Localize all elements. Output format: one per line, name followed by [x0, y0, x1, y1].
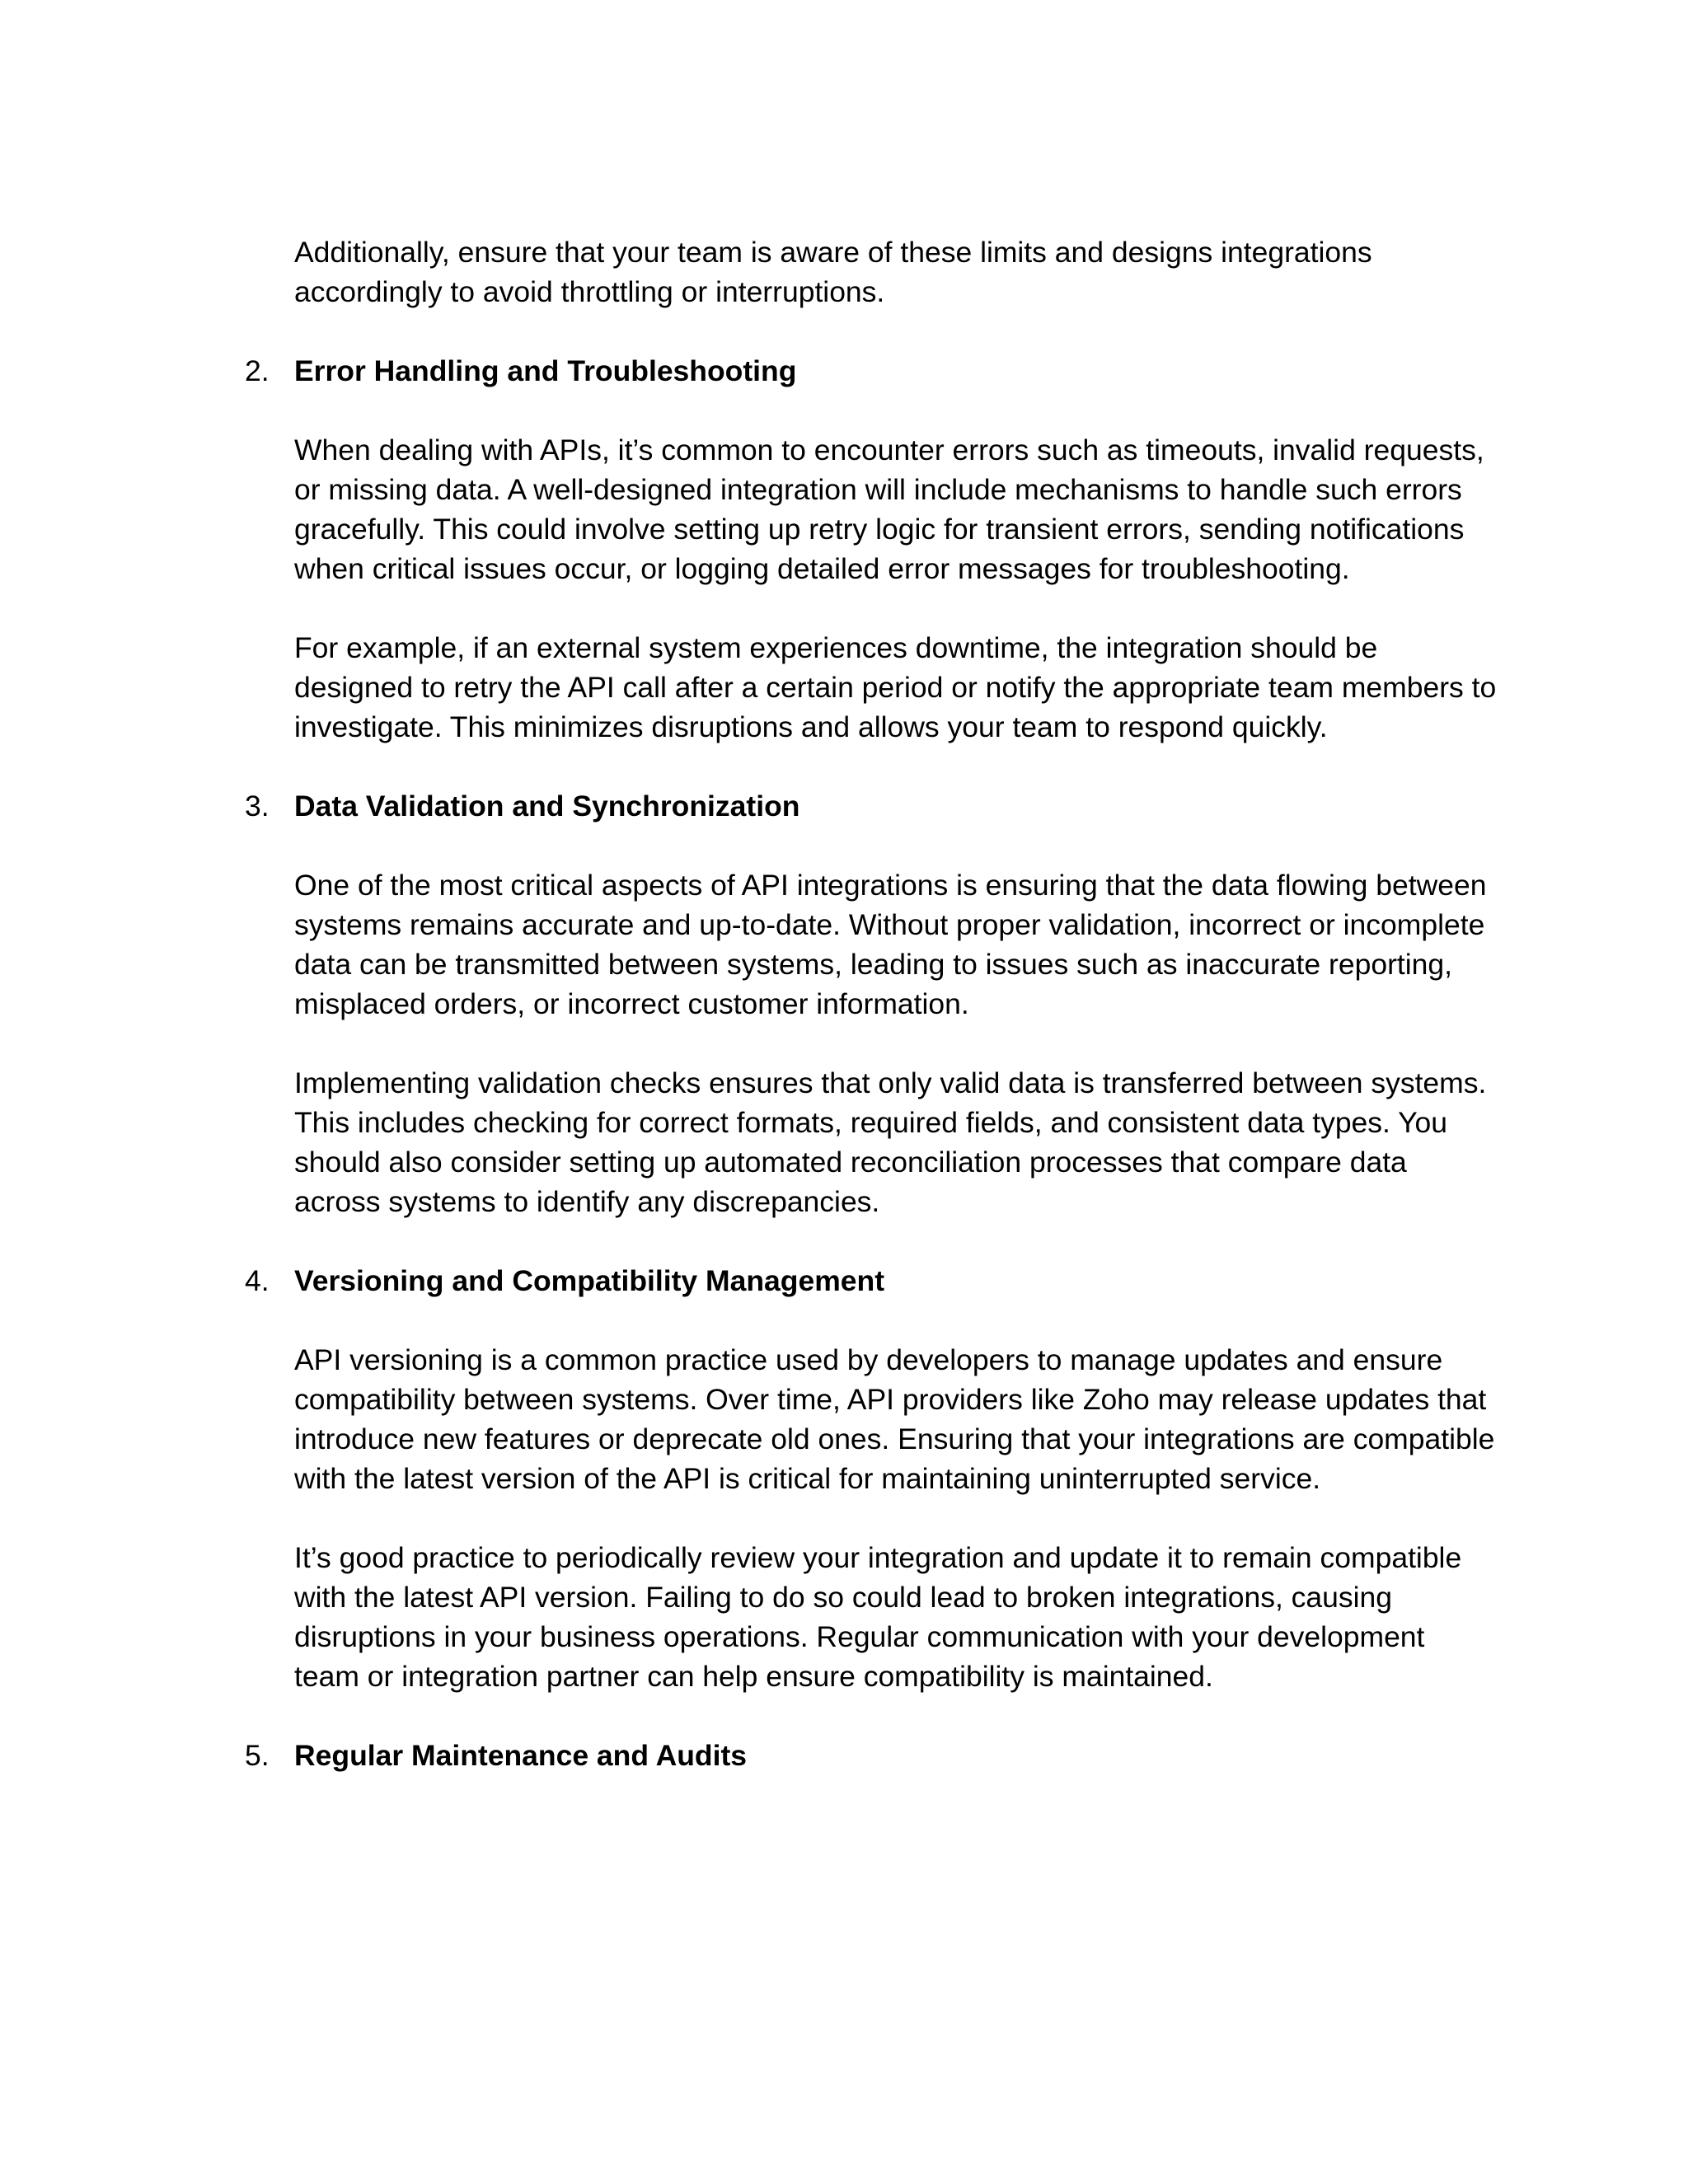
intro-paragraph: Additionally, ensure that your team is aware of these limits and designs integrations accordingly to avoid throttling or interruptions.	[294, 236, 1372, 308]
section-paragraph: For example, if an external system experiences downtime, the integration should be designed to retry the API call after a certain period or notify the appropriate team members to investigate. This minimizes disruptions and allows your team to respond quickly.	[294, 631, 1497, 743]
section-title: Data Validation and Synchronization	[294, 790, 800, 823]
list-number: 2.	[245, 354, 270, 387]
section-heading-data-validation	[245, 786, 1498, 826]
section-paragraph: One of the most critical aspects of API integrations is ensuring that the data flowing between systems remains accurate and up-to-date. Without proper validation, incorrect or incomplete data can be transmitted between systems, leading to issues such as inaccurate reporting, misplaced orders, or incorrect customer information.	[294, 869, 1487, 1020]
section-heading-versioning	[245, 1261, 1498, 1301]
list-number: 4.	[245, 1264, 270, 1297]
section-title: Error Handling and Troubleshooting	[294, 354, 797, 387]
section-paragraph: Implementing validation checks ensures that only valid data is transferred between systems. This includes checking for correct formats, required fields, and consistent data types. You should also consider setting up automated reconciliation processes that compare data across systems to identify any discrepancies.	[294, 1066, 1487, 1218]
list-number: 5.	[245, 1739, 270, 1772]
section-title: Versioning and Compatibility Management	[294, 1264, 885, 1297]
section-paragraph: It’s good practice to periodically review your integration and update it to remain compatible with the latest API version. Failing to do so could lead to broken integrations, causing disruptions in your business operations. Regular communication with your development team or integration partner can help ensure compatibility is maintained.	[294, 1541, 1462, 1693]
section-paragraph: When dealing with APIs, it’s common to encounter errors such as timeouts, invalid requests, or missing data. A well-designed integration will include mechanisms to handle such errors gracefully. This could involve setting up retry logic for transient errors, sending notifications when critical issues occur, or logging detailed error messages for troubleshooting.	[294, 434, 1484, 585]
list-number: 3.	[245, 790, 270, 823]
section-heading-maintenance	[245, 1736, 1498, 1775]
section-heading-error-handling	[245, 351, 1498, 391]
document-body	[245, 232, 1498, 1815]
section-title: Regular Maintenance and Audits	[294, 1739, 748, 1772]
section-paragraph: API versioning is a common practice used by developers to manage updates and ensure compatibility between systems. Over time, API providers like Zoho may release updates that introduce new features or deprecate old ones. Ensuring that your integrations are compatible with the latest version of the API is critical for maintaining uninterrupted service.	[294, 1343, 1495, 1495]
